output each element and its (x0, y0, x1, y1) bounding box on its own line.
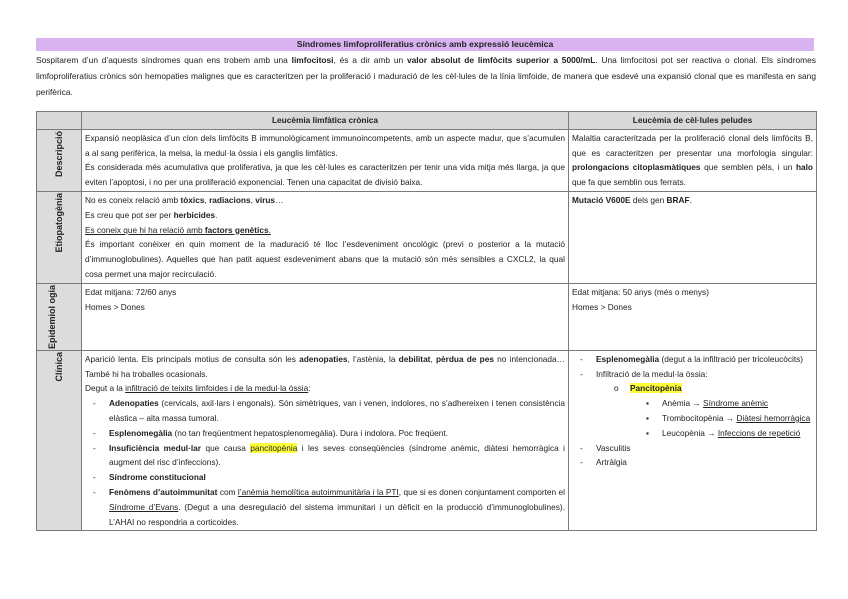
list-item (614, 381, 813, 440)
text: que causa (201, 442, 251, 453)
list-item (646, 426, 813, 441)
row-descripcio (37, 129, 817, 191)
underlined-text: Síndrome anèmic (703, 398, 769, 409)
comparison-table (36, 111, 817, 531)
text: no intencionada… També hi ha troballes ocasionals. (85, 353, 565, 379)
paragraph: És important conèixer en quin moment de la maduració té lloc l’esdeveniment oncològic (previ o posterior a la mutació d’immunoglobulines). Aquelles que han patit aquest esdeveniment abans que la mutació són més sensibles a CXCL2, la qual cosa permet una major recirculació. (85, 239, 565, 279)
text: . (268, 224, 271, 235)
underlined-text: Diàtesi hemorràgica (736, 412, 811, 423)
text: , (204, 194, 210, 205)
text: Es coneix que hi ha relació amb (85, 224, 205, 235)
text: Malaltia caracteritzada per la proliferació clonal dels limfòcits B, que es caracteritzen per presentar una morfologia singular: (572, 132, 813, 158)
text: , que si es donen conjuntament comporten el (398, 486, 565, 497)
corner-cell (37, 112, 82, 130)
cell-epidemiologia-llc (82, 283, 569, 350)
intro-paragraph (36, 52, 816, 100)
bold-text: adenopaties (299, 353, 348, 364)
list-item (85, 426, 565, 441)
cell-descripcio-llc (82, 129, 569, 191)
line: Homes > Dones (85, 301, 145, 312)
row-label-cell (37, 283, 82, 350)
list-item (572, 352, 813, 367)
text: (cervicals, axil·lars i engonals). Són simètriques, van i venen, indolores, no s’adhereixen i tenen consistència elàstica – alta massa tumoral. (109, 398, 565, 423)
row-label-descripcio: Descripció (53, 130, 64, 177)
list-item (646, 411, 813, 426)
text: No es coneix relació amb (85, 194, 181, 205)
column-header-llc: Leucèmia limfàtica crònica (82, 112, 569, 130)
text: Vasculitis (596, 442, 631, 453)
paragraph: És considerada més acumulativa que proliferativa, ja que les cèl·lules es caracteritzen per tenir una vida mitja més llarga, ja que eviten l’apoptosi, i no per una proliferació exponencial. Tenen una capacitat de divisió baixa. (85, 162, 565, 188)
bold-text: Síndrome constitucional (109, 472, 206, 483)
cell-clinica-llc (82, 350, 569, 531)
text: Degut a la (85, 383, 126, 394)
text: dels gen (630, 194, 667, 205)
bold-text: herbicides (173, 209, 216, 220)
bold-text: Adenopaties (109, 398, 159, 409)
text: Artràlgia (596, 457, 627, 468)
bold-text: Insuficiència medul·lar (109, 442, 202, 453)
highlighted-text: pancitopènia (250, 442, 298, 453)
intro-bold-limfocitosi: limfocitosi (291, 55, 334, 65)
paragraph (85, 381, 565, 396)
row-label-clinica: Clínica (53, 351, 64, 382)
row-label-cell (37, 191, 82, 283)
text: . (Degut a una desregulació del sistema immunitari i un dèficit en la producció d’immunoglobulines). L’AHAI no respondria a corticoides. (109, 501, 565, 527)
clinica-lcp-list-2 (572, 441, 813, 471)
list-item (85, 441, 565, 471)
row-label-etiopatogenia: Etiopatogènia (53, 192, 64, 253)
bold-text: Esplenomegàlia (596, 353, 660, 364)
text: … (275, 194, 284, 205)
line: Edat mitjana: 72/60 anys (85, 286, 177, 297)
line (85, 223, 565, 238)
cell-clinica-lcp (569, 350, 817, 531)
text: que semblen pèls, i un (700, 162, 796, 173)
list-item (85, 485, 565, 529)
text: que fa que semblin ous ferrats. (572, 177, 686, 188)
row-label-epidemiologia: Epidemiol ogia (47, 284, 57, 349)
bold-text: tòxics (180, 194, 205, 205)
text: (no tan freqüentment hepatosplenomegàlia). Dura i indolora. Poc freqüent. (172, 427, 448, 438)
header-row (37, 112, 817, 130)
text: Aparició lenta. Els principals motius de consulta són les (85, 353, 300, 364)
bold-text: Esplenomegàlia (109, 427, 173, 438)
bold-text: radiacions (209, 194, 251, 205)
bold-text: pèrdua de pes (435, 353, 494, 364)
column-header-lcp: Leucèmia de cèl·lules peludes (569, 112, 817, 130)
clinica-lcp-list (572, 352, 813, 382)
text: . (689, 194, 692, 205)
bold-text: halo (795, 162, 813, 173)
intro-text: . Una limfocitosi pot ser reactiva o clonal. Els síndromes limfoproliferatius crònics són hemopaties malignes que es caracteritzen per la proliferació i maduració de les cèl·lules de la línia limfoide, de manera que esdevé una expansió clonal que es manifesta en sang perifèrica. (36, 55, 816, 97)
text: . (215, 209, 218, 220)
list-item (572, 455, 813, 470)
intro-text: , és a dir amb un (333, 55, 407, 65)
row-etiopatogenia (37, 191, 817, 283)
list-item (572, 367, 813, 382)
line (85, 193, 565, 208)
cell-descripcio-lcp (569, 129, 817, 191)
underlined-text: l’anèmia hemolítica autoimmunitària i la PTI (237, 486, 399, 497)
row-epidemiologia (37, 283, 817, 350)
row-label-cell (37, 350, 82, 531)
clinica-lcp-subsublist (630, 396, 813, 440)
row-label-cell (37, 129, 82, 191)
text: , l’astènia, la (347, 353, 399, 364)
underlined-text: infiltració de teixits limfoides i de la medul·la òssia (125, 383, 309, 394)
text: (degut a la infiltració per tricoleucòcits) (659, 353, 804, 364)
text: Infiltració de la medul·la òssia: (596, 368, 708, 379)
cell-epidemiologia-lcp (569, 283, 817, 350)
paragraph (85, 352, 565, 382)
cell-etiopatogenia-lcp (569, 191, 817, 283)
list-item (572, 441, 813, 456)
paragraph: Expansió neoplàsica d’un clon dels limfòcits B immunològicament immunoincompetents, amb un aspecte madur, que s’acumulen a al sang perifèrica, la melsa, la medul·la òssia i els ganglis limfàtics. (85, 132, 565, 158)
line: Homes > Dones (572, 301, 632, 312)
text: : (308, 383, 311, 394)
list-item (85, 396, 565, 426)
bold-text: BRAF (666, 194, 690, 205)
bold-text: Mutació V600E (572, 194, 631, 205)
list-item (646, 396, 813, 411)
text: , (430, 353, 436, 364)
underlined-text: Síndrome d’Evans (109, 501, 179, 512)
clinica-llc-list (85, 396, 565, 529)
text: Es creu que pot ser per (85, 209, 174, 220)
text: i les seves conseqüències (síndrome anèmic, diàtesi hemorràgica i augment del risc d’infeccions). (109, 442, 565, 468)
list-item (85, 470, 565, 485)
bold-text: virus (255, 194, 276, 205)
text: , (250, 194, 256, 205)
line (85, 208, 565, 223)
bold-text: factors genètics (204, 224, 269, 235)
text: Trombocitopènia → (662, 412, 737, 423)
bold-text: debilitat (398, 353, 431, 364)
row-clinica (37, 350, 817, 531)
text: Anèmia → (662, 398, 704, 409)
bold-text: Fenòmens d’autoimmunitat (109, 486, 218, 497)
line: Edat mitjana: 50 anys (més o menys) (572, 286, 709, 297)
document-title: Síndromes limfoproliferatius crònics amb expressió leucèmica (36, 38, 814, 51)
bold-text: prolongacions citoplasmàtiques (572, 162, 701, 173)
text: com (217, 486, 238, 497)
underlined-text: Infeccions de repetició (717, 427, 801, 438)
highlighted-text: Pancitopènia (630, 383, 682, 394)
intro-text: Sospitarem d’un d’aquests síndromes quan ens trobem amb una (36, 55, 292, 65)
cell-etiopatogenia-llc (82, 191, 569, 283)
text: Leucopènia → (662, 427, 718, 438)
clinica-lcp-sublist (572, 381, 813, 440)
intro-bold-valor: valor absolut de limfòcits superior a 5000/mL (406, 55, 596, 65)
